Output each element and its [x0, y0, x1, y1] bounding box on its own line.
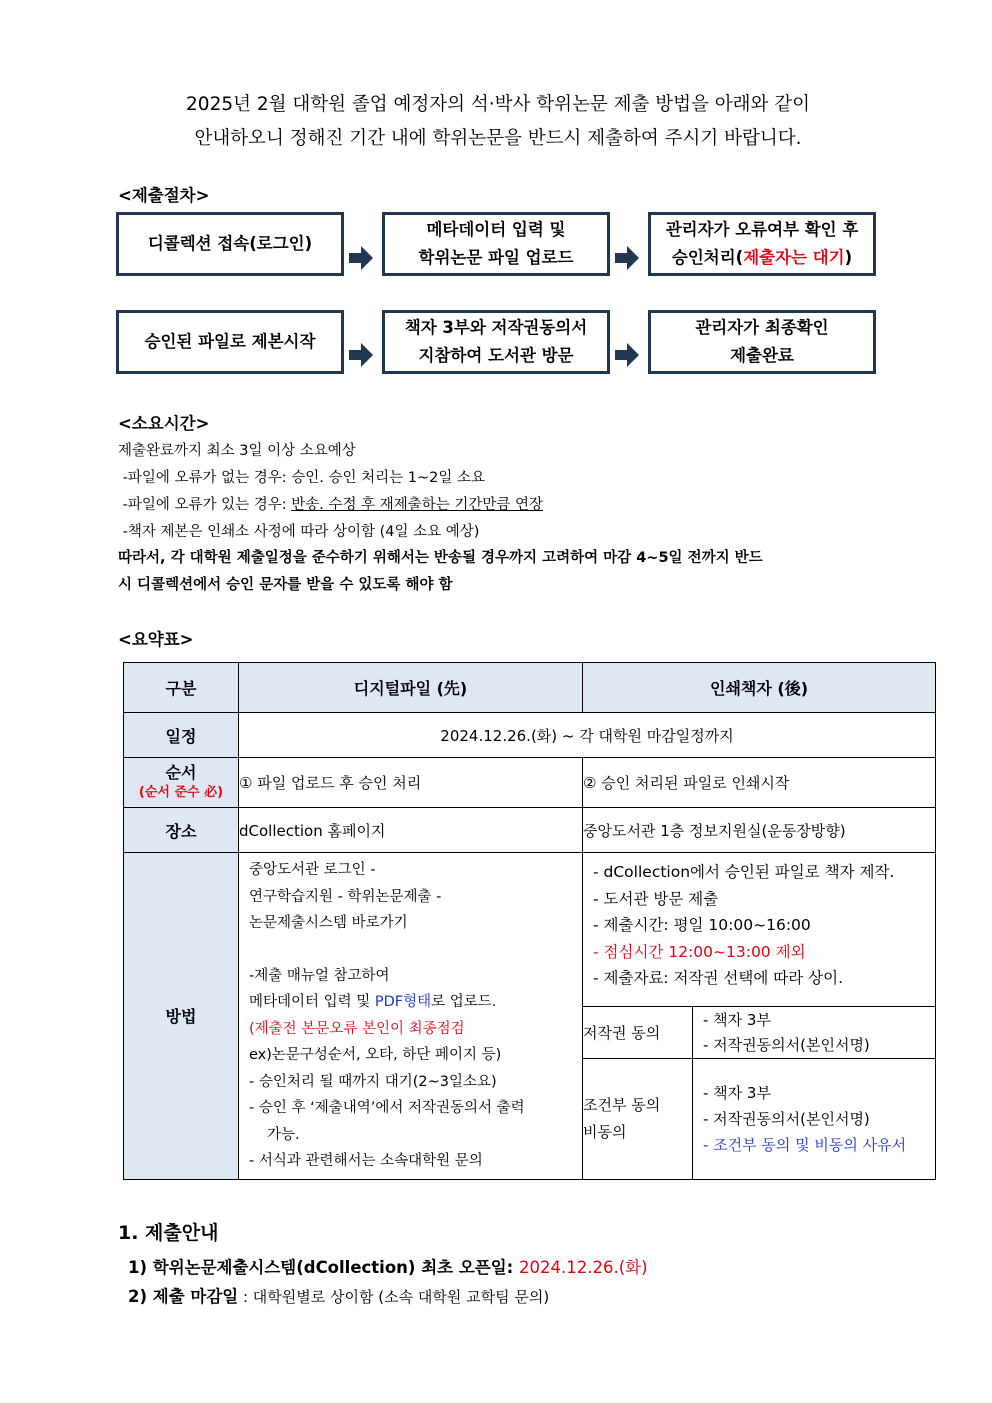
summary-heading: <요약표> — [118, 630, 194, 649]
schedule-label: 일정 — [124, 713, 239, 758]
col-category: 구분 — [124, 663, 239, 713]
intro-line-1: 2025년 2월 대학원 졸업 예정자의 석·박사 학위논문 제출 방법을 아래와 같이 — [186, 94, 810, 115]
l6-prefix: ( — [249, 1020, 255, 1037]
intro-text — [118, 88, 878, 156]
cond-item-1: - 책자 3부 — [703, 1083, 771, 1102]
duration-line-1: 제출완료까지 최소 3일 이상 소요예상 — [118, 443, 356, 459]
summary-header-row — [124, 663, 936, 713]
order-row — [124, 758, 936, 808]
duration-line-3-underlined: 반송. 수정 후 재제출하는 기간만큼 연장 — [291, 497, 543, 513]
step-4-text: 승인된 파일로 제본시작 — [144, 332, 316, 351]
step-box-2 — [382, 212, 610, 276]
method-digital-l3: 논문제출시스템 바로가기 — [249, 915, 408, 931]
duration-line-4: -책자 제본은 인쇄소 사정에 따라 상이함 (4일 소요 예상) — [118, 524, 480, 540]
cond-label-2: 비동의 — [583, 1122, 627, 1141]
right-arrow-icon — [348, 245, 374, 271]
reason-document-note: 조건부 동의 및 비동의 사유서 — [713, 1135, 907, 1154]
step-3-prefix: 승인처리( — [671, 248, 744, 267]
method-digital-l1: 중앙도서관 로그인 - — [249, 862, 376, 878]
pdf-format-note: PDF형태 — [374, 994, 432, 1010]
method-print-l1: - dCollection에서 승인된 파일로 책자 제작. — [593, 863, 895, 881]
section-1-item-1 — [128, 1254, 648, 1278]
intro-line-2: 안내하오니 정해진 기간 내에 학위논문을 반드시 제출하여 주시기 바랍니다. — [194, 128, 802, 149]
right-arrow-icon — [614, 245, 640, 271]
step-3-wait-note: 제출자는 대기 — [743, 248, 845, 267]
cond-item-3 — [703, 1132, 925, 1158]
method-digital-l5 — [249, 989, 572, 1016]
agree-item-1: - 책자 3부 — [703, 1010, 771, 1029]
method-label: 방법 — [124, 853, 239, 1180]
method-digital-l9: - 승인 후 ‘제출내역’에서 저작권동의서 출력 — [249, 1100, 525, 1116]
method-print-list — [583, 853, 935, 998]
procedure-heading: <제출절차> — [118, 186, 210, 205]
method-digital-l10: 가능. — [267, 1126, 300, 1143]
step-box-1 — [116, 212, 344, 276]
duration-bold-2: 시 디콜렉션에서 승인 문자를 받을 수 있도록 해야 함 — [118, 577, 453, 593]
agree-label: 저작권 동의 — [583, 1006, 693, 1059]
duration-line-3 — [118, 493, 543, 514]
summary-table — [123, 662, 936, 1180]
method-digital-l7: ex)논문구성순서, 오타, 하단 페이지 등) — [249, 1047, 502, 1063]
conditional-label — [583, 1059, 693, 1179]
step-box-4 — [116, 310, 344, 374]
step-box-5 — [382, 310, 610, 374]
duration-line-3-prefix: -파일에 오류가 있는 경우: — [118, 497, 292, 513]
duration-heading: <소요시간> — [118, 414, 210, 433]
right-arrow-icon — [348, 342, 374, 368]
method-digital-l8: - 승인처리 될 때까지 대기(2~3일소요) — [249, 1073, 497, 1090]
item-2-label: 2) 제출 마감일 — [128, 1287, 239, 1306]
method-print-l2: - 도서관 방문 제출 — [593, 889, 719, 908]
final-check-note: 제출전 본문오류 본인이 최종점검 — [254, 1020, 465, 1037]
method-print-l3: - 제출시간: 평일 10:00~16:00 — [593, 916, 811, 934]
item-2-value: : 대학원별로 상이함 (소속 대학원 교학팀 문의) — [238, 1288, 550, 1306]
step-box-6 — [648, 310, 876, 374]
order-digital: ① 파일 업로드 후 승인 처리 — [239, 758, 583, 808]
step-6-line-2: 제출완료 — [730, 346, 794, 365]
l5-prefix: 메타데이터 입력 및 — [249, 994, 375, 1010]
step-2-line-1: 메타데이터 입력 및 — [426, 220, 566, 239]
order-label: 순서 — [165, 762, 197, 782]
col-print: 인쇄책자 (後) — [583, 663, 936, 713]
conditional-items — [693, 1059, 936, 1179]
method-row — [124, 853, 936, 1007]
step-box-3 — [648, 212, 876, 276]
item-1-value: 2024.12.26.(화) — [519, 1258, 648, 1277]
cond-item-2: - 저작권동의서(본인서명) — [703, 1109, 870, 1128]
method-digital — [239, 853, 583, 1180]
step-3-line-1: 관리자가 오류여부 확인 후 — [665, 220, 859, 239]
step-2-line-2: 학위논문 파일 업로드 — [418, 248, 574, 267]
order-print: ② 승인 처리된 파일로 인쇄시작 — [583, 758, 936, 808]
section-1-title: 1. 제출안내 — [118, 1222, 219, 1244]
step-1-text: 디콜렉션 접속(로그인) — [147, 234, 313, 253]
duration-line-2: -파일에 오류가 없는 경우: 승인. 승인 처리는 1~2일 소요 — [118, 470, 485, 486]
cond-label-1: 조건부 동의 — [583, 1095, 661, 1114]
place-label: 장소 — [124, 808, 239, 853]
step-3-line-2 — [666, 244, 859, 272]
step-6-line-1: 관리자가 최종확인 — [695, 318, 829, 337]
col-digital: 디지털파일 (先) — [239, 663, 583, 713]
step-3-suffix: ) — [844, 248, 853, 267]
order-label-cell — [124, 758, 239, 808]
method-print-l5: - 제출자료: 저작권 선택에 따라 상이. — [593, 969, 844, 987]
l5-suffix: 로 업로드. — [431, 994, 497, 1010]
method-digital-l11: - 서식과 관련해서는 소속대학원 문의 — [249, 1153, 483, 1169]
place-digital: dCollection 홈페이지 — [239, 808, 583, 853]
place-row — [124, 808, 936, 853]
step-5-line-2: 지참하여 도서관 방문 — [418, 346, 574, 365]
order-sub: (순서 준수 必) — [138, 784, 224, 800]
right-arrow-icon — [614, 342, 640, 368]
schedule-row — [124, 713, 936, 758]
section-1-item-2 — [128, 1283, 549, 1307]
item-1-label: 1) 학위논문제출시스템(dCollection) 최초 오픈일: — [128, 1258, 519, 1277]
agree-item-2: - 저작권동의서(본인서명) — [703, 1035, 870, 1054]
place-print: 중앙도서관 1층 정보지원실(운동장방향) — [583, 808, 936, 853]
duration-bold-1: 따라서, 각 대학원 제출일정을 준수하기 위해서는 반송될 경우까지 고려하여 마감 4~5일 전까지 반드 — [118, 550, 763, 566]
method-print-l4: - 점심시간 12:00~13:00 제외 — [593, 942, 806, 961]
method-print — [583, 853, 936, 1007]
method-digital-l2: 연구학습지원 - 학위논문제출 - — [249, 888, 442, 905]
agree-items — [693, 1006, 936, 1059]
cond-item-3-prefix: - — [703, 1135, 714, 1154]
step-5-line-1: 책자 3부와 저작권동의서 — [404, 318, 588, 337]
method-digital-l4: -제출 매뉴얼 참고하여 — [249, 967, 390, 984]
schedule-value: 2024.12.26.(화) ~ 각 대학원 마감일정까지 — [239, 713, 936, 758]
method-digital-l6 — [249, 1016, 572, 1043]
method-digital-list — [239, 853, 582, 1179]
